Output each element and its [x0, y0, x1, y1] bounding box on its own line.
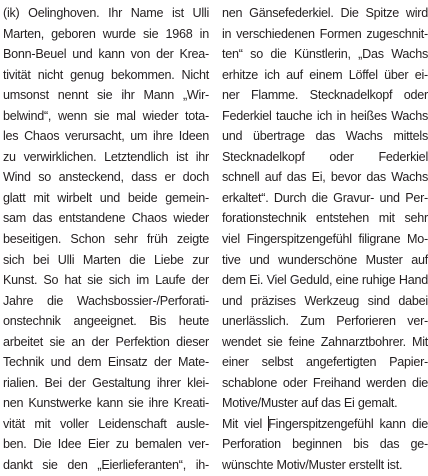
left-column-line: onstechnik angeeignet. Bis heute	[3, 314, 209, 329]
right-column-line: Federkiel tauche ich in heißes Wachs	[222, 108, 428, 123]
left-column-line: Technik und dem Einsatz der Mate-	[3, 355, 209, 370]
right-column-line: dem Ei. Viel Geduld, eine ruhige Hand	[222, 273, 428, 288]
left-column-line: rialien. Bei der Gestaltung ihrer klei-	[3, 375, 209, 390]
left-column-line: les Chaos verursacht, um ihre Ideen	[3, 129, 209, 144]
right-column-line: tive und wunderschöne Muster auf	[222, 252, 428, 267]
right-column-line: ten“ so die Künstlerin, „Das Wachs	[222, 47, 428, 62]
left-column-line: Marten, geboren wurde sie 1968 in	[3, 26, 209, 41]
right-column-line: erkaltet“. Durch die Gravur- und Per-	[222, 190, 428, 205]
right-column-line: einer selbst angefertigten Papier-	[222, 355, 428, 370]
left-column-line: zu verwirklichen. Letztendlich ist ihr	[3, 149, 209, 164]
right-column-line: Stecknadelkopf oder Federkiel	[222, 149, 428, 164]
right-column-line: forationstechnik entstehen mit sehr	[222, 211, 428, 226]
right-column-line: und präzises Werkzeug sind dabei	[222, 293, 428, 308]
left-column-line: (ik) Oelinghoven. Ihr Name ist Ulli	[3, 6, 209, 20]
left-column-line: ben. Die Idee Eier zu bemalen ver-	[3, 437, 209, 452]
right-column-line: viel Fingerspitzengefühl filigrane Mo-	[222, 232, 428, 247]
left-column-line: tivität nicht genug bekommen. Nicht	[3, 67, 209, 82]
right-column-line: schnell auf das Ei, bevor das Wachs	[222, 170, 428, 185]
right-column-line: nen Gänsefederkiel. Die Spitze wird	[222, 6, 428, 20]
right-column-line: wendet sie feine Zahnarztbohrer. Mit	[222, 334, 428, 349]
right-column-line: Motive/Muster auf das Ei gemalt.	[222, 396, 398, 411]
left-column-line: dankt sie den „Eierlieferanten“, ih-	[3, 458, 209, 473]
left-column-line: vität mit voller Leidenschaft ausle-	[3, 416, 209, 431]
article-column-left	[3, 3, 209, 476]
right-column-line: Perforation beginnen bis das ge-	[222, 437, 428, 452]
right-column-line: in verschiedenen Formen zugeschnit-	[222, 26, 428, 41]
article-column-right	[222, 3, 428, 476]
right-column-line: unerlässlich. Zum Perforieren ver-	[222, 314, 428, 329]
left-column-line: sam das entstandene Chaos wieder	[3, 211, 209, 226]
left-column-line: beseitigen. Schon sehr früh zeigte	[3, 232, 209, 247]
left-column-line: arbeitet sie an der Perfektion dieser	[3, 334, 209, 349]
right-column-line: schablone oder Freihand werden die	[222, 375, 428, 390]
text-cursor	[268, 416, 269, 431]
left-column-line: sich bei Ulli Marten die Liebe zur	[3, 252, 209, 267]
right-column-line: und übertrage das Wachs mittels	[222, 129, 428, 144]
right-column-line: ner Flamme. Stecknadelkopf oder	[222, 88, 428, 103]
left-column-line: belwind“, wenn sie mal wieder tota-	[3, 108, 209, 123]
right-column-line: Mit viel Fingerspitzengefühl kann die	[222, 416, 428, 431]
left-column-line: Wind so ansteckend, dass er doch	[3, 170, 209, 185]
left-column-line: Jahre die Wachsbossier-/Perforati-	[3, 293, 209, 308]
left-column-line: Bonn-Beuel und kann von der Krea-	[3, 47, 209, 62]
left-column-line: nen Kunstwerke kann sie ihre Kreati-	[3, 396, 209, 411]
left-column-line: Kunst. So hat sie sich im Laufe der	[3, 273, 209, 288]
right-column-line: erhitze ich auf einem Löffel über ei-	[222, 67, 428, 82]
left-column-line: umsonst nennt sie ihr Mann „Wir-	[3, 88, 209, 103]
right-column-line: wünschte Motiv/Muster erstellt ist.	[222, 458, 403, 473]
left-column-line: glatt mit wirbelt und beide gemein-	[3, 190, 209, 205]
